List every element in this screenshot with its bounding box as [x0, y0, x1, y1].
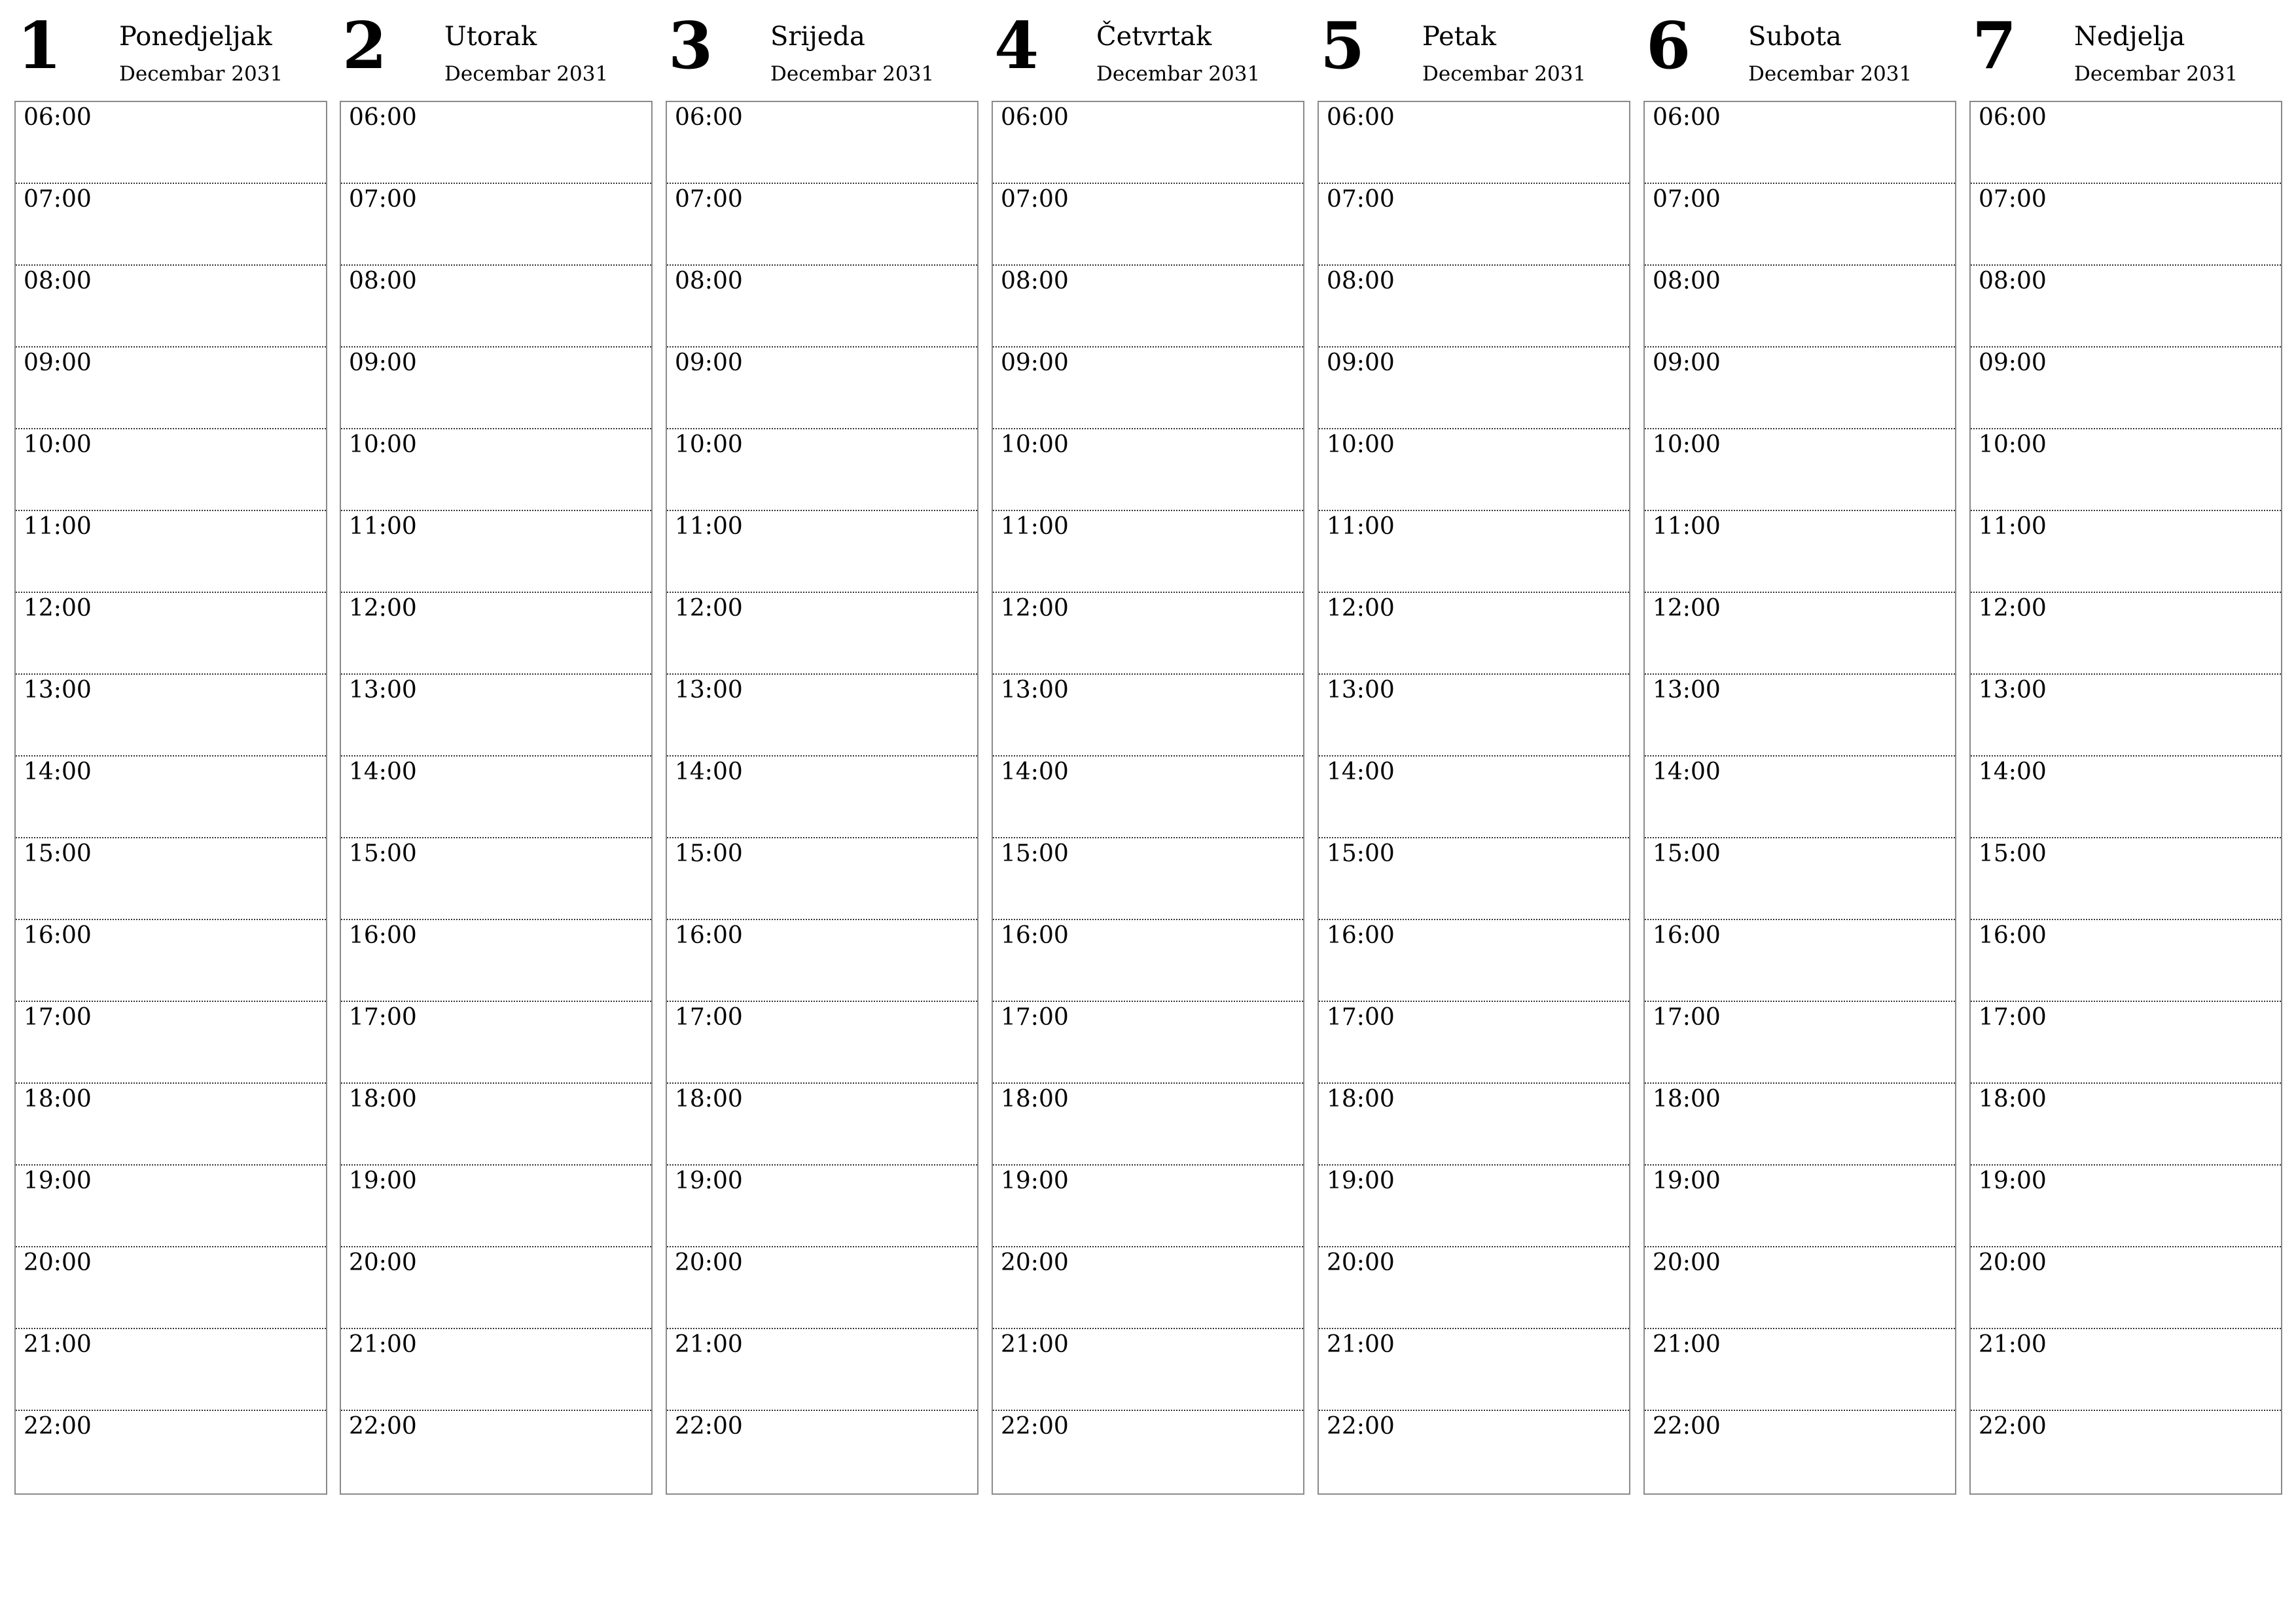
time-label: 15:00 [349, 840, 417, 867]
time-slot[interactable] [1971, 593, 2281, 675]
day-name: Petak [1422, 22, 1496, 52]
time-label: 10:00 [1653, 431, 1721, 458]
time-label: 19:00 [1653, 1168, 1721, 1194]
time-label: 11:00 [1979, 513, 2047, 540]
day-column [340, 0, 653, 1440]
time-slot[interactable] [1319, 675, 1629, 757]
time-slot[interactable] [16, 429, 326, 511]
time-label: 07:00 [24, 186, 92, 213]
time-label: 08:00 [675, 268, 743, 294]
time-label: 10:00 [349, 431, 417, 458]
time-slot[interactable] [1645, 102, 1955, 184]
time-slot[interactable] [1645, 1411, 1955, 1493]
time-label: 20:00 [349, 1249, 417, 1276]
time-label: 11:00 [1327, 513, 1395, 540]
time-label: 13:00 [675, 677, 743, 704]
time-label: 17:00 [24, 1004, 92, 1031]
day-header [992, 0, 1304, 99]
time-slot[interactable] [1971, 1084, 2281, 1166]
time-slot[interactable] [1645, 675, 1955, 757]
time-slot[interactable] [16, 1002, 326, 1084]
time-slot[interactable] [993, 675, 1303, 757]
time-slot[interactable] [993, 266, 1303, 348]
time-label: 06:00 [1653, 104, 1721, 131]
time-slot[interactable] [1645, 1002, 1955, 1084]
time-slot[interactable] [1971, 757, 2281, 838]
time-slot[interactable] [1971, 1247, 2281, 1329]
time-label: 06:00 [1327, 104, 1395, 131]
time-slot[interactable] [1319, 266, 1629, 348]
time-label: 10:00 [1001, 431, 1069, 458]
day-header [666, 0, 978, 99]
time-slot[interactable] [667, 838, 977, 920]
time-slot[interactable] [1645, 348, 1955, 429]
time-label: 14:00 [24, 758, 92, 785]
day-column [14, 0, 327, 1440]
time-label: 08:00 [1979, 268, 2047, 294]
time-slot[interactable] [1971, 348, 2281, 429]
time-slot[interactable] [667, 511, 977, 593]
time-label: 20:00 [675, 1249, 743, 1276]
time-label: 10:00 [1327, 431, 1395, 458]
day-name: Srijeda [770, 22, 865, 52]
time-label: 16:00 [349, 922, 417, 949]
day-header [1318, 0, 1630, 99]
day-column [992, 0, 1304, 1440]
time-label: 08:00 [1327, 268, 1395, 294]
time-label: 20:00 [1327, 1249, 1395, 1276]
time-label: 06:00 [24, 104, 92, 131]
day-month: Decembar 2031 [1096, 62, 1261, 86]
time-label: 07:00 [1979, 186, 2047, 213]
time-label: 09:00 [349, 349, 417, 376]
time-label: 10:00 [1979, 431, 2047, 458]
time-label: 16:00 [1327, 922, 1395, 949]
time-slot[interactable] [1645, 1329, 1955, 1411]
time-slot[interactable] [667, 102, 977, 184]
day-name: Utorak [444, 22, 537, 52]
time-label: 09:00 [1327, 349, 1395, 376]
time-label: 22:00 [1653, 1413, 1721, 1440]
time-label: 16:00 [1979, 922, 2047, 949]
time-slot[interactable] [16, 920, 326, 1002]
time-label: 15:00 [1001, 840, 1069, 867]
day-number: 5 [1320, 9, 1365, 84]
time-label: 12:00 [1001, 595, 1069, 622]
time-label: 11:00 [24, 513, 92, 540]
time-label: 17:00 [1001, 1004, 1069, 1031]
time-label: 08:00 [24, 268, 92, 294]
time-slot[interactable] [667, 920, 977, 1002]
time-label: 13:00 [1001, 677, 1069, 704]
time-slot[interactable] [341, 348, 651, 429]
time-slot[interactable] [1319, 1329, 1629, 1411]
day-header [340, 0, 653, 99]
day-name: Ponedjeljak [119, 22, 272, 52]
time-label: 21:00 [1327, 1331, 1395, 1358]
time-slot[interactable] [993, 184, 1303, 266]
time-label: 06:00 [349, 104, 417, 131]
time-label: 18:00 [1979, 1086, 2047, 1113]
day-month: Decembar 2031 [119, 62, 283, 86]
time-label: 20:00 [1001, 1249, 1069, 1276]
day-month: Decembar 2031 [2074, 62, 2238, 86]
time-label: 11:00 [1653, 513, 1721, 540]
time-label: 08:00 [1001, 268, 1069, 294]
time-slot[interactable] [1319, 1084, 1629, 1166]
time-slot[interactable] [667, 1084, 977, 1166]
time-label: 12:00 [349, 595, 417, 622]
time-label: 12:00 [1653, 595, 1721, 622]
time-label: 06:00 [675, 104, 743, 131]
time-slot[interactable] [993, 1411, 1303, 1493]
time-slot[interactable] [16, 102, 326, 184]
time-label: 12:00 [24, 595, 92, 622]
time-label: 17:00 [1653, 1004, 1721, 1031]
day-schedule-box [1969, 101, 2282, 1495]
day-number: 3 [668, 9, 713, 84]
time-slot[interactable] [667, 184, 977, 266]
time-label: 14:00 [1979, 758, 2047, 785]
day-schedule-box [340, 101, 653, 1495]
time-label: 22:00 [1327, 1413, 1395, 1440]
day-schedule-box [992, 101, 1304, 1495]
time-label: 15:00 [675, 840, 743, 867]
time-slot[interactable] [16, 757, 326, 838]
time-slot[interactable] [1971, 838, 2281, 920]
time-slot[interactable] [341, 429, 651, 511]
day-number: 4 [994, 9, 1039, 84]
time-slot[interactable] [1971, 1411, 2281, 1493]
time-slot[interactable] [341, 1002, 651, 1084]
time-slot[interactable] [667, 593, 977, 675]
time-slot[interactable] [1319, 348, 1629, 429]
time-slot[interactable] [1971, 184, 2281, 266]
day-month: Decembar 2031 [1422, 62, 1587, 86]
time-slot[interactable] [16, 1247, 326, 1329]
time-slot[interactable] [1645, 1166, 1955, 1247]
time-slot[interactable] [1971, 1002, 2281, 1084]
time-slot[interactable] [1971, 429, 2281, 511]
time-label: 18:00 [1653, 1086, 1721, 1113]
time-label: 12:00 [1979, 595, 2047, 622]
time-label: 17:00 [1979, 1004, 2047, 1031]
time-slot[interactable] [1645, 1247, 1955, 1329]
time-slot[interactable] [1645, 429, 1955, 511]
time-slot[interactable] [341, 675, 651, 757]
time-slot[interactable] [16, 184, 326, 266]
time-slot[interactable] [16, 1329, 326, 1411]
day-column [1643, 0, 1956, 1440]
day-name: Subota [1748, 22, 1842, 52]
time-slot[interactable] [993, 429, 1303, 511]
time-slot[interactable] [667, 757, 977, 838]
time-slot[interactable] [1319, 102, 1629, 184]
time-slot[interactable] [1319, 429, 1629, 511]
time-slot[interactable] [341, 757, 651, 838]
time-slot[interactable] [993, 1166, 1303, 1247]
time-label: 21:00 [24, 1331, 92, 1358]
day-column [1969, 0, 2282, 1440]
time-slot[interactable] [1319, 1166, 1629, 1247]
time-slot[interactable] [667, 348, 977, 429]
time-slot[interactable] [16, 675, 326, 757]
time-label: 20:00 [1979, 1249, 2047, 1276]
time-label: 13:00 [1653, 677, 1721, 704]
time-label: 20:00 [24, 1249, 92, 1276]
day-number: 2 [342, 9, 387, 84]
time-slot[interactable] [341, 1247, 651, 1329]
time-label: 14:00 [349, 758, 417, 785]
time-label: 07:00 [349, 186, 417, 213]
time-slot[interactable] [1971, 266, 2281, 348]
time-slot[interactable] [1319, 1002, 1629, 1084]
time-label: 14:00 [1653, 758, 1721, 785]
time-slot[interactable] [16, 838, 326, 920]
time-label: 15:00 [1653, 840, 1721, 867]
day-schedule-box [14, 101, 327, 1495]
time-label: 11:00 [675, 513, 743, 540]
day-month: Decembar 2031 [770, 62, 935, 86]
time-label: 19:00 [1327, 1168, 1395, 1194]
time-label: 21:00 [1653, 1331, 1721, 1358]
time-slot[interactable] [1319, 920, 1629, 1002]
time-slot[interactable] [1971, 1166, 2281, 1247]
time-label: 19:00 [675, 1168, 743, 1194]
time-slot[interactable] [667, 675, 977, 757]
day-schedule-box [1318, 101, 1630, 1495]
day-schedule-box [1643, 101, 1956, 1495]
day-month: Decembar 2031 [1748, 62, 1912, 86]
time-slot[interactable] [341, 1166, 651, 1247]
time-slot[interactable] [341, 838, 651, 920]
day-name: Četvrtak [1096, 22, 1212, 52]
time-slot[interactable] [993, 838, 1303, 920]
time-slot[interactable] [16, 266, 326, 348]
time-label: 22:00 [349, 1413, 417, 1440]
time-slot[interactable] [993, 511, 1303, 593]
time-slot[interactable] [993, 593, 1303, 675]
time-slot[interactable] [1645, 1084, 1955, 1166]
time-label: 07:00 [1001, 186, 1069, 213]
time-slot[interactable] [667, 429, 977, 511]
time-slot[interactable] [341, 593, 651, 675]
time-label: 17:00 [349, 1004, 417, 1031]
time-slot[interactable] [1645, 920, 1955, 1002]
time-label: 07:00 [675, 186, 743, 213]
time-slot[interactable] [1971, 1329, 2281, 1411]
time-slot[interactable] [1645, 266, 1955, 348]
time-label: 09:00 [1653, 349, 1721, 376]
day-number: 1 [17, 9, 62, 84]
time-label: 10:00 [675, 431, 743, 458]
time-slot[interactable] [16, 511, 326, 593]
time-slot[interactable] [341, 920, 651, 1002]
time-slot[interactable] [1971, 102, 2281, 184]
time-label: 16:00 [1001, 922, 1069, 949]
time-label: 19:00 [1979, 1168, 2047, 1194]
time-slot[interactable] [667, 266, 977, 348]
time-label: 13:00 [349, 677, 417, 704]
time-label: 06:00 [1001, 104, 1069, 131]
time-label: 19:00 [1001, 1168, 1069, 1194]
time-slot[interactable] [1971, 511, 2281, 593]
time-slot[interactable] [341, 266, 651, 348]
time-label: 22:00 [1001, 1413, 1069, 1440]
time-label: 12:00 [675, 595, 743, 622]
time-label: 12:00 [1327, 595, 1395, 622]
time-slot[interactable] [16, 348, 326, 429]
time-slot[interactable] [993, 1247, 1303, 1329]
time-label: 15:00 [24, 840, 92, 867]
time-label: 14:00 [1001, 758, 1069, 785]
time-slot[interactable] [16, 593, 326, 675]
time-slot[interactable] [16, 1411, 326, 1493]
time-slot[interactable] [1319, 184, 1629, 266]
time-slot[interactable] [993, 1002, 1303, 1084]
day-schedule-box [666, 101, 978, 1495]
time-label: 17:00 [675, 1004, 743, 1031]
day-number: 7 [1972, 9, 2017, 84]
day-column [1318, 0, 1630, 1440]
time-slot[interactable] [667, 1329, 977, 1411]
time-slot[interactable] [16, 1166, 326, 1247]
time-label: 21:00 [1979, 1331, 2047, 1358]
time-label: 11:00 [1001, 513, 1069, 540]
time-slot[interactable] [341, 184, 651, 266]
time-slot[interactable] [341, 1084, 651, 1166]
time-slot[interactable] [1971, 675, 2281, 757]
time-slot[interactable] [1645, 511, 1955, 593]
time-label: 06:00 [1979, 104, 2047, 131]
day-header [1643, 0, 1956, 99]
time-slot[interactable] [1319, 838, 1629, 920]
time-slot[interactable] [667, 1002, 977, 1084]
time-label: 16:00 [24, 922, 92, 949]
time-label: 09:00 [1001, 349, 1069, 376]
time-slot[interactable] [1645, 184, 1955, 266]
time-label: 21:00 [349, 1331, 417, 1358]
time-slot[interactable] [341, 1329, 651, 1411]
time-label: 19:00 [24, 1168, 92, 1194]
time-label: 10:00 [24, 431, 92, 458]
time-slot[interactable] [16, 1084, 326, 1166]
time-slot[interactable] [1319, 1411, 1629, 1493]
time-label: 11:00 [349, 513, 417, 540]
time-slot[interactable] [993, 757, 1303, 838]
time-label: 18:00 [24, 1086, 92, 1113]
time-slot[interactable] [993, 920, 1303, 1002]
time-slot[interactable] [1319, 511, 1629, 593]
time-label: 14:00 [675, 758, 743, 785]
time-label: 08:00 [1653, 268, 1721, 294]
day-number: 6 [1646, 9, 1691, 84]
time-label: 09:00 [24, 349, 92, 376]
time-slot[interactable] [341, 511, 651, 593]
time-label: 17:00 [1327, 1004, 1395, 1031]
time-slot[interactable] [1645, 757, 1955, 838]
time-label: 21:00 [675, 1331, 743, 1358]
time-label: 13:00 [1979, 677, 2047, 704]
time-label: 13:00 [1327, 677, 1395, 704]
time-label: 20:00 [1653, 1249, 1721, 1276]
time-label: 07:00 [1653, 186, 1721, 213]
time-label: 22:00 [24, 1413, 92, 1440]
time-slot[interactable] [667, 1166, 977, 1247]
time-slot[interactable] [667, 1247, 977, 1329]
time-slot[interactable] [1645, 838, 1955, 920]
time-slot[interactable] [993, 1084, 1303, 1166]
time-label: 19:00 [349, 1168, 417, 1194]
time-label: 09:00 [675, 349, 743, 376]
time-slot[interactable] [341, 1411, 651, 1493]
time-label: 14:00 [1327, 758, 1395, 785]
time-label: 22:00 [1979, 1413, 2047, 1440]
time-label: 09:00 [1979, 349, 2047, 376]
time-label: 15:00 [1979, 840, 2047, 867]
time-label: 07:00 [1327, 186, 1395, 213]
time-slot[interactable] [993, 348, 1303, 429]
day-header [1969, 0, 2282, 99]
time-slot[interactable] [667, 1411, 977, 1493]
time-slot[interactable] [1645, 593, 1955, 675]
time-label: 18:00 [1001, 1086, 1069, 1113]
time-label: 13:00 [24, 677, 92, 704]
time-slot[interactable] [1319, 593, 1629, 675]
time-label: 18:00 [675, 1086, 743, 1113]
time-label: 21:00 [1001, 1331, 1069, 1358]
time-label: 08:00 [349, 268, 417, 294]
time-slot[interactable] [993, 102, 1303, 184]
day-header [14, 0, 327, 99]
day-column [666, 0, 978, 1440]
time-label: 15:00 [1327, 840, 1395, 867]
day-month: Decembar 2031 [444, 62, 609, 86]
time-label: 22:00 [675, 1413, 743, 1440]
time-label: 18:00 [349, 1086, 417, 1113]
time-label: 18:00 [1327, 1086, 1395, 1113]
time-slot[interactable] [341, 102, 651, 184]
time-slot[interactable] [1319, 1247, 1629, 1329]
time-slot[interactable] [1319, 757, 1629, 838]
time-label: 16:00 [675, 922, 743, 949]
time-slot[interactable] [993, 1329, 1303, 1411]
time-slot[interactable] [1971, 920, 2281, 1002]
time-label: 16:00 [1653, 922, 1721, 949]
day-name: Nedjelja [2074, 22, 2185, 52]
